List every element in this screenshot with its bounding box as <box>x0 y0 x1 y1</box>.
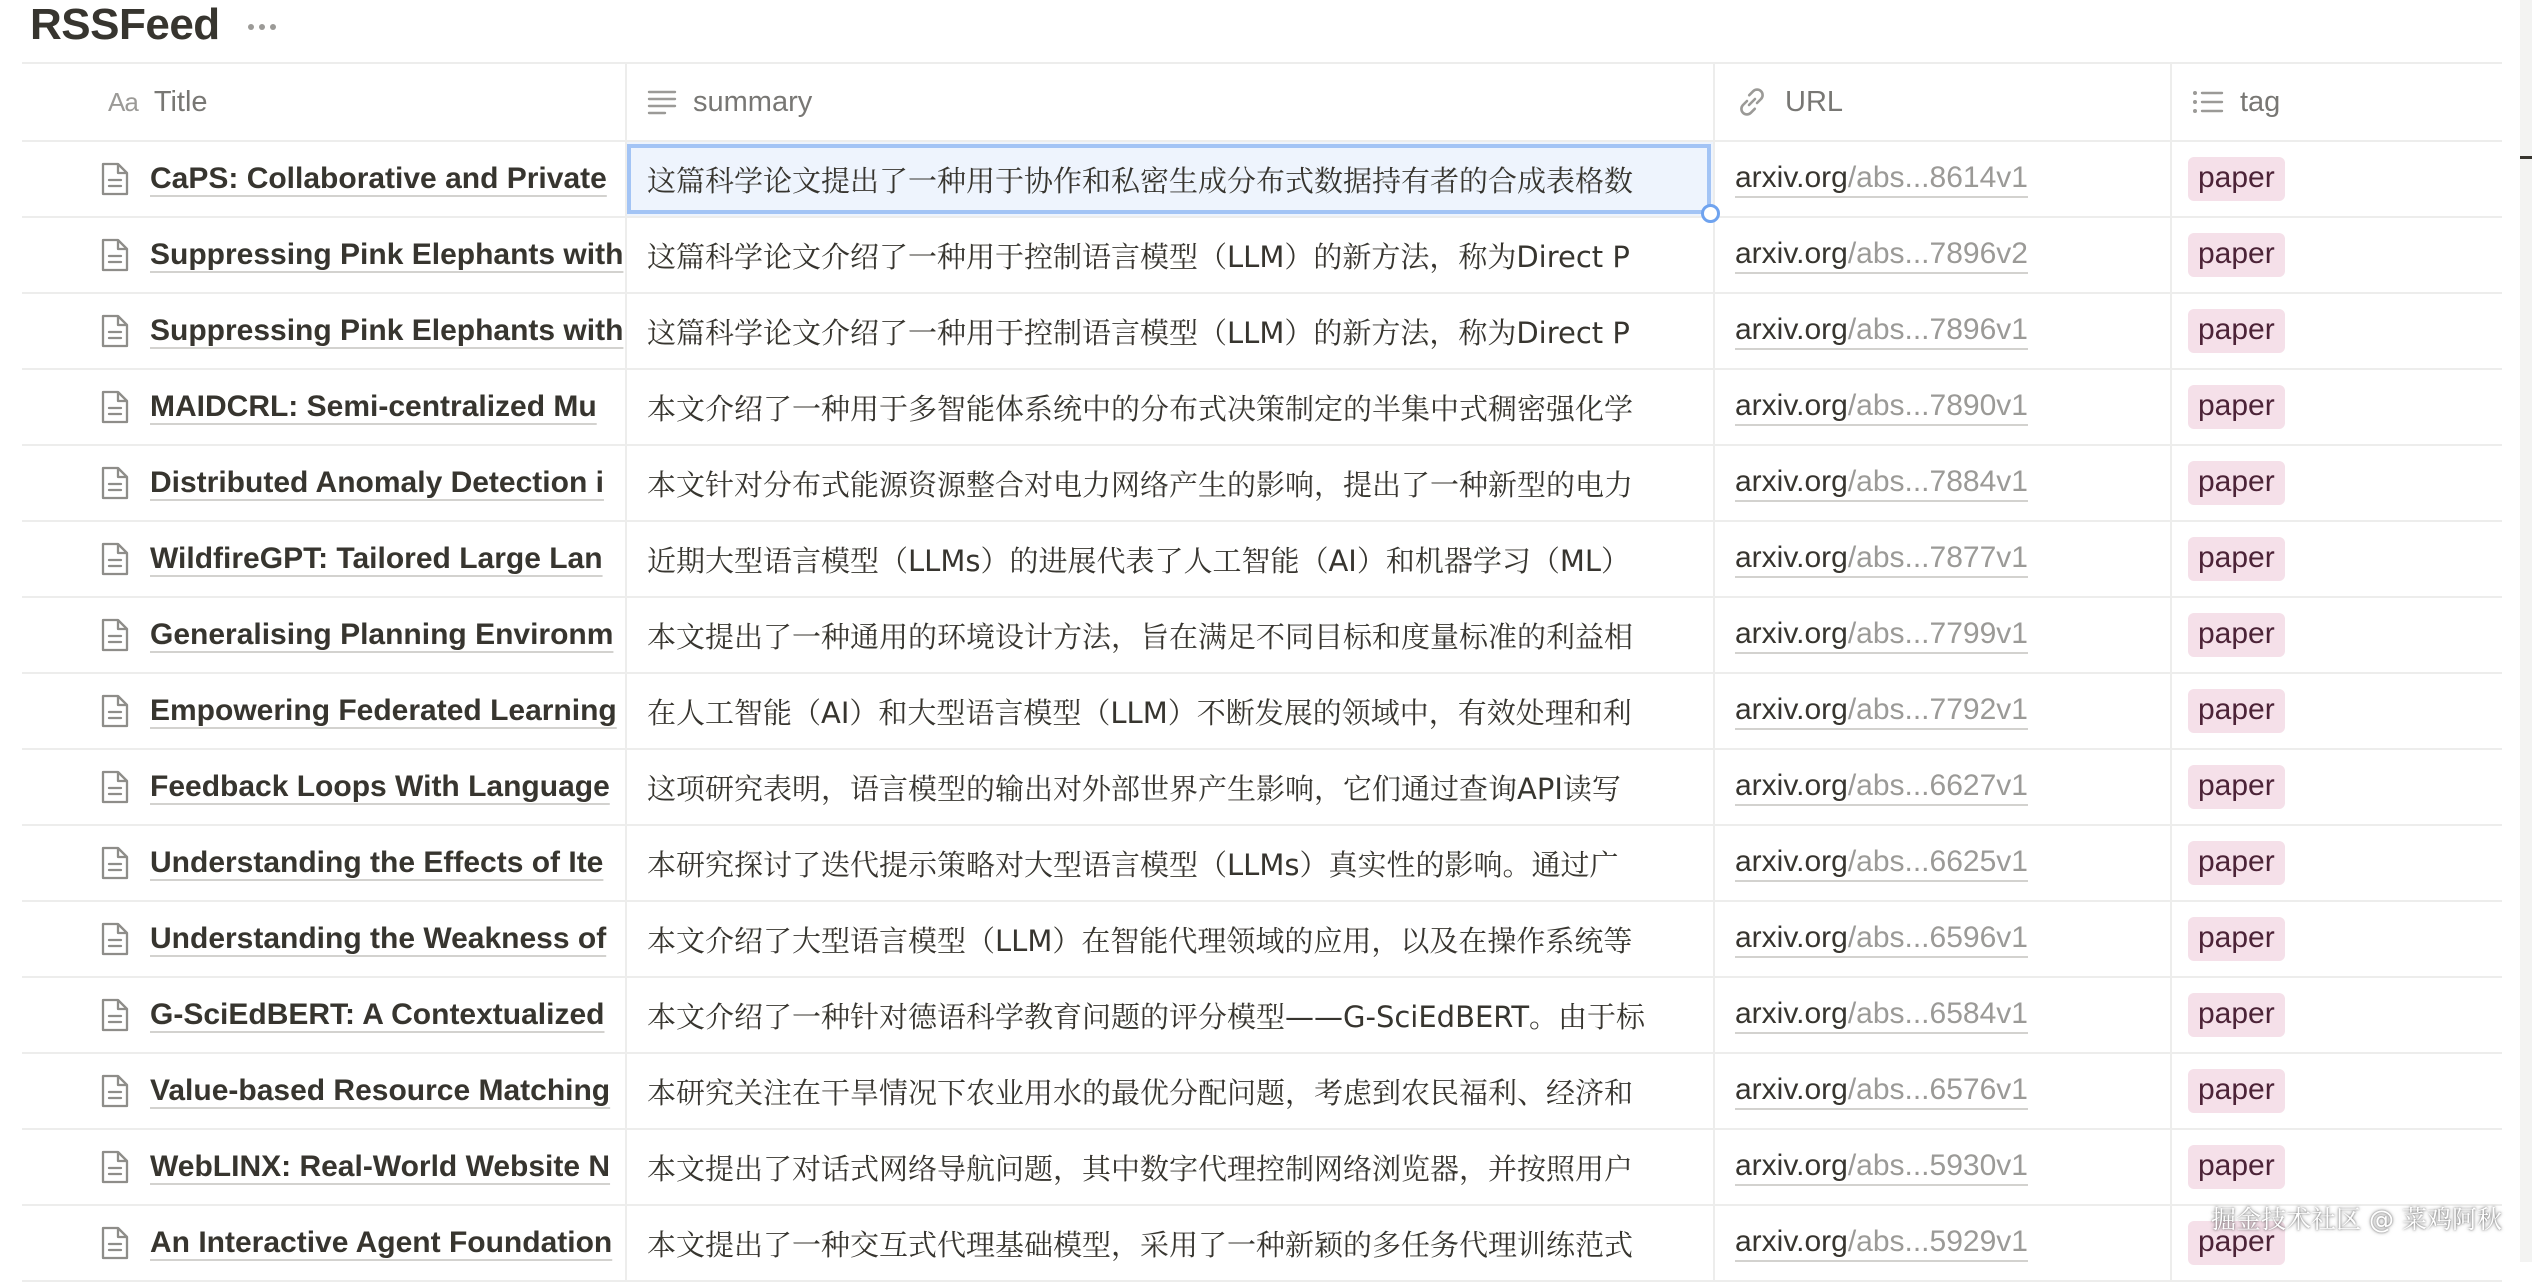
title-cell[interactable] <box>22 142 625 216</box>
more-horizontal-icon[interactable] <box>242 12 282 42</box>
table-row[interactable] <box>22 674 2502 750</box>
page-title-link[interactable]: Understanding the Effects of Ite <box>150 846 604 879</box>
summary-text: 本文提出了对话式网络导航问题，其中数字代理控制网络浏览器，并按照用户 <box>647 1151 1634 1186</box>
url-cell[interactable] <box>1713 294 2170 368</box>
summary-text: 本文提出了一种通用的环境设计方法，旨在满足不同目标和度量标准的利益相 <box>647 619 1634 654</box>
url-cell[interactable] <box>1713 1054 2170 1128</box>
tag-pill: paper <box>2188 309 2285 353</box>
column-header-title[interactable] <box>22 64 625 140</box>
tag-cell[interactable] <box>2170 1054 2502 1128</box>
tag-cell[interactable] <box>2170 218 2502 292</box>
text-lines-icon <box>647 89 677 115</box>
table-row[interactable] <box>22 902 2502 978</box>
table-row[interactable] <box>22 598 2502 674</box>
url-path: /abs...7877v1 <box>1847 540 2028 574</box>
page-title-link[interactable]: Distributed Anomaly Detection i <box>150 466 604 499</box>
url-path: /abs...6627v1 <box>1847 768 2028 802</box>
url-domain: arxiv.org <box>1735 692 1848 726</box>
summary-text: 近期大型语言模型（LLMs）的进展代表了人工智能（AI）和机器学习（ML） <box>647 543 1631 578</box>
summary-text: 本文针对分布式能源资源整合对电力网络产生的影响，提出了一种新型的电力 <box>647 467 1634 502</box>
summary-text: 这篇科学论文介绍了一种用于控制语言模型（LLM）的新方法，称为Direct P <box>647 315 1630 350</box>
title-cell[interactable] <box>22 598 625 672</box>
title-cell[interactable] <box>22 978 625 1052</box>
url-link[interactable] <box>1735 1149 2028 1186</box>
url-domain: arxiv.org <box>1735 920 1848 954</box>
page-title-link[interactable]: G-SciEdBERT: A Contextualized <box>150 998 605 1031</box>
database-header <box>30 0 282 50</box>
page-title-link[interactable]: Feedback Loops With Language <box>150 770 610 803</box>
scrollbar[interactable] <box>2520 0 2532 1262</box>
url-path: /abs...7799v1 <box>1847 616 2028 650</box>
tag-pill: paper <box>2188 613 2285 657</box>
url-path: /abs...7896v1 <box>1847 312 2028 346</box>
summary-cell[interactable] <box>625 294 1713 368</box>
url-domain: arxiv.org <box>1735 1224 1848 1258</box>
summary-text: 这篇科学论文提出了一种用于协作和私密生成分布式数据持有者的合成表格数 <box>647 163 1634 198</box>
url-path: /abs...6584v1 <box>1847 996 2028 1030</box>
url-link[interactable] <box>1735 313 2028 350</box>
url-cell[interactable] <box>1713 978 2170 1052</box>
tag-cell[interactable] <box>2170 370 2502 444</box>
page-title-link[interactable]: Suppressing Pink Elephants with <box>150 238 624 271</box>
url-path: /abs...5930v1 <box>1847 1148 2028 1182</box>
page-icon <box>100 694 130 728</box>
summary-cell[interactable] <box>625 978 1713 1052</box>
url-link[interactable] <box>1735 541 2028 578</box>
page-title-link[interactable]: MAIDCRL: Semi-centralized Mu <box>150 390 597 423</box>
summary-cell[interactable] <box>625 750 1713 824</box>
url-cell[interactable] <box>1713 370 2170 444</box>
page-title-link[interactable]: WebLINX: Real-World Website N <box>150 1150 611 1183</box>
list-icon <box>2192 89 2224 115</box>
url-cell[interactable] <box>1713 826 2170 900</box>
column-header-label: summary <box>693 85 813 118</box>
tag-pill: paper <box>2188 157 2285 201</box>
summary-text: 本文介绍了大型语言模型（LLM）在智能代理领域的应用，以及在操作系统等 <box>647 923 1633 958</box>
url-path: /abs...5929v1 <box>1847 1224 2028 1258</box>
tag-cell[interactable] <box>2170 294 2502 368</box>
page-icon <box>100 238 130 272</box>
column-header-tag[interactable] <box>2170 64 2502 140</box>
summary-cell[interactable] <box>625 1054 1713 1128</box>
summary-cell[interactable] <box>625 142 1713 216</box>
page-title-link[interactable]: Empowering Federated Learning <box>150 694 617 727</box>
title-cell[interactable] <box>22 750 625 824</box>
table-row[interactable] <box>22 1054 2502 1130</box>
summary-text: 本文介绍了一种针对德语科学教育问题的评分模型——G-SciEdBERT。由于标 <box>647 999 1646 1034</box>
url-domain: arxiv.org <box>1735 616 1848 650</box>
page-icon <box>100 998 130 1032</box>
page-icon <box>100 542 130 576</box>
scroll-indicator <box>2520 156 2532 159</box>
watermark: 掘金技术社区 @ 菜鸡阿秋 <box>2211 1205 2502 1234</box>
page-title-link[interactable]: Generalising Planning Environm <box>150 618 614 651</box>
selection-resize-handle[interactable] <box>1701 204 1720 223</box>
link-icon <box>1735 85 1769 119</box>
url-path: /abs...7792v1 <box>1847 692 2028 726</box>
tag-pill: paper <box>2188 1145 2285 1189</box>
summary-text: 本文介绍了一种用于多智能体系统中的分布式决策制定的半集中式稠密强化学 <box>647 391 1634 426</box>
url-cell[interactable] <box>1713 218 2170 292</box>
text-property-icon: Aa <box>108 86 138 117</box>
tag-pill: paper <box>2188 233 2285 277</box>
tag-pill: paper <box>2188 385 2285 429</box>
title-cell[interactable] <box>22 902 625 976</box>
title-cell[interactable] <box>22 1130 625 1204</box>
summary-cell[interactable] <box>625 1130 1713 1204</box>
page-icon <box>100 1074 130 1108</box>
summary-text: 本文提出了一种交互式代理基础模型，采用了一种新颖的多任务代理训练范式 <box>647 1227 1634 1262</box>
url-cell[interactable] <box>1713 142 2170 216</box>
tag-cell[interactable] <box>2170 902 2502 976</box>
title-cell[interactable] <box>22 674 625 748</box>
url-domain: arxiv.org <box>1735 388 1848 422</box>
summary-text: 这项研究表明，语言模型的输出对外部世界产生影响，它们通过查询API读写 <box>647 771 1621 806</box>
url-link[interactable] <box>1735 161 2028 198</box>
tag-pill: paper <box>2188 461 2285 505</box>
column-header-label: URL <box>1785 85 1844 118</box>
url-cell[interactable] <box>1713 1206 2170 1280</box>
column-header-label: tag <box>2240 85 2281 118</box>
page-title-link[interactable]: CaPS: Collaborative and Private <box>150 162 607 195</box>
database-title[interactable]: RSSFeed <box>30 0 220 49</box>
summary-cell[interactable] <box>625 598 1713 672</box>
url-path: /abs...8614v1 <box>1847 160 2028 194</box>
table-row[interactable] <box>22 1130 2502 1206</box>
title-cell[interactable] <box>22 294 625 368</box>
summary-cell[interactable] <box>625 370 1713 444</box>
url-path: /abs...7884v1 <box>1847 464 2028 498</box>
tag-cell[interactable] <box>2170 598 2502 672</box>
table-row[interactable] <box>22 522 2502 598</box>
url-link[interactable] <box>1735 617 2028 654</box>
url-link[interactable] <box>1735 389 2028 426</box>
summary-text: 这篇科学论文介绍了一种用于控制语言模型（LLM）的新方法，称为Direct P <box>647 239 1630 274</box>
url-cell[interactable] <box>1713 1130 2170 1204</box>
page-icon <box>100 770 130 804</box>
title-cell[interactable] <box>22 522 625 596</box>
title-cell[interactable] <box>22 826 625 900</box>
page-title-link[interactable]: Value-based Resource Matching <box>150 1074 611 1107</box>
url-link[interactable] <box>1735 465 2028 502</box>
url-cell[interactable] <box>1713 902 2170 976</box>
tag-cell[interactable] <box>2170 826 2502 900</box>
url-link[interactable] <box>1735 997 2028 1034</box>
summary-text: 本研究探讨了迭代提示策略对大型语言模型（LLMs）真实性的影响。通过广 <box>647 847 1619 882</box>
url-domain: arxiv.org <box>1735 464 1848 498</box>
url-path: /abs...7890v1 <box>1847 388 2028 422</box>
table-header-row <box>22 62 2502 142</box>
page-icon <box>100 846 130 880</box>
url-domain: arxiv.org <box>1735 1148 1848 1182</box>
url-domain: arxiv.org <box>1735 540 1848 574</box>
url-link[interactable] <box>1735 921 2028 958</box>
table-row[interactable] <box>22 446 2502 522</box>
url-domain: arxiv.org <box>1735 160 1848 194</box>
tag-cell[interactable] <box>2170 978 2502 1052</box>
page-icon <box>100 1150 130 1184</box>
url-domain: arxiv.org <box>1735 236 1848 270</box>
summary-cell[interactable] <box>625 446 1713 520</box>
url-cell[interactable] <box>1713 446 2170 520</box>
tag-cell[interactable] <box>2170 1130 2502 1204</box>
url-link[interactable] <box>1735 1225 2028 1262</box>
url-cell[interactable] <box>1713 598 2170 672</box>
tag-cell[interactable] <box>2170 142 2502 216</box>
page-icon <box>100 618 130 652</box>
tag-cell[interactable] <box>2170 446 2502 520</box>
title-cell[interactable] <box>22 218 625 292</box>
table-row[interactable] <box>22 294 2502 370</box>
url-path: /abs...6625v1 <box>1847 844 2028 878</box>
url-link[interactable] <box>1735 237 2028 274</box>
url-link[interactable] <box>1735 769 2028 806</box>
tag-pill: paper <box>2188 841 2285 885</box>
column-header-label: Title <box>153 85 208 118</box>
column-header-url[interactable] <box>1713 64 2170 140</box>
database-table <box>22 62 2502 1282</box>
url-path: /abs...7896v2 <box>1847 236 2028 270</box>
tag-cell[interactable] <box>2170 522 2502 596</box>
tag-pill: paper <box>2188 537 2285 581</box>
url-path: /abs...6596v1 <box>1847 920 2028 954</box>
column-header-summary[interactable] <box>625 64 1713 140</box>
page-title-link[interactable]: Understanding the Weakness of <box>150 922 607 955</box>
url-link[interactable] <box>1735 693 2028 730</box>
page-icon <box>100 162 130 196</box>
page-title-link[interactable]: WildfireGPT: Tailored Large Lan <box>150 542 603 575</box>
url-cell[interactable] <box>1713 522 2170 596</box>
page-icon <box>100 1226 130 1260</box>
page-icon <box>100 314 130 348</box>
page-title-link[interactable]: Suppressing Pink Elephants with <box>150 314 624 347</box>
summary-text: 本研究关注在干旱情况下农业用水的最优分配问题，考虑到农民福利、经济和 <box>647 1075 1634 1110</box>
summary-cell[interactable] <box>625 674 1713 748</box>
url-domain: arxiv.org <box>1735 1072 1848 1106</box>
table-row[interactable] <box>22 370 2502 446</box>
tag-cell[interactable] <box>2170 674 2502 748</box>
page-icon <box>100 466 130 500</box>
table-row[interactable] <box>22 978 2502 1054</box>
page-icon <box>100 922 130 956</box>
tag-cell[interactable] <box>2170 750 2502 824</box>
url-cell[interactable] <box>1713 674 2170 748</box>
tag-pill: paper <box>2188 1221 2285 1265</box>
page-icon <box>100 390 130 424</box>
summary-cell[interactable] <box>625 522 1713 596</box>
title-cell[interactable] <box>22 1054 625 1128</box>
url-domain: arxiv.org <box>1735 768 1848 802</box>
summary-text: 在人工智能（AI）和大型语言模型（LLM）不断发展的领域中，有效处理和利 <box>647 695 1632 730</box>
url-path: /abs...6576v1 <box>1847 1072 2028 1106</box>
table-row[interactable] <box>22 826 2502 902</box>
summary-cell[interactable] <box>625 826 1713 900</box>
url-domain: arxiv.org <box>1735 996 1848 1030</box>
tag-pill: paper <box>2188 689 2285 733</box>
summary-cell[interactable] <box>625 1206 1713 1280</box>
table-row[interactable] <box>22 750 2502 826</box>
url-link[interactable] <box>1735 845 2028 882</box>
summary-cell[interactable] <box>625 218 1713 292</box>
url-link[interactable] <box>1735 1073 2028 1110</box>
table-row[interactable] <box>22 218 2502 294</box>
page-title-link[interactable]: An Interactive Agent Foundation <box>150 1226 613 1259</box>
table-row[interactable] <box>22 1206 2502 1282</box>
tag-pill: paper <box>2188 993 2285 1037</box>
url-domain: arxiv.org <box>1735 312 1848 346</box>
title-cell[interactable] <box>22 446 625 520</box>
url-domain: arxiv.org <box>1735 844 1848 878</box>
table-row[interactable] <box>22 142 2502 218</box>
tag-pill: paper <box>2188 1069 2285 1113</box>
url-cell[interactable] <box>1713 750 2170 824</box>
title-cell[interactable] <box>22 370 625 444</box>
title-cell[interactable] <box>22 1206 625 1280</box>
summary-cell[interactable] <box>625 902 1713 976</box>
table-body <box>22 142 2502 1282</box>
tag-pill: paper <box>2188 765 2285 809</box>
tag-pill: paper <box>2188 917 2285 961</box>
